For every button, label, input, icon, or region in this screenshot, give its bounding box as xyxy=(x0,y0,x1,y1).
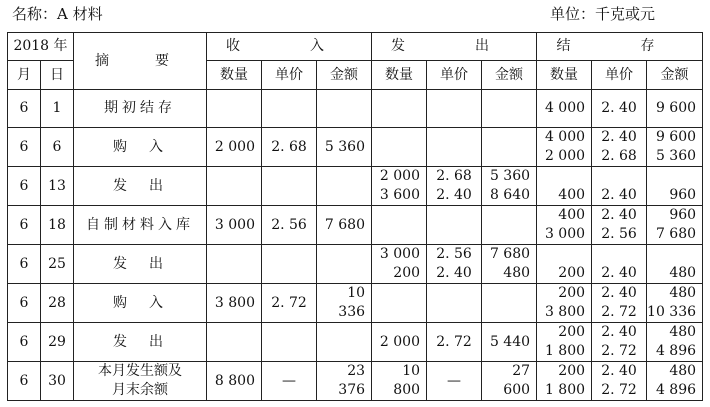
day-cell: 13 xyxy=(41,167,74,206)
receipt-amount-cell: 10 336 xyxy=(317,284,372,323)
issue-price-header: 单价 xyxy=(427,61,482,90)
receipt-amount-cell: 7 680 xyxy=(317,206,372,245)
table-row xyxy=(8,167,703,206)
issue-amount-cell: 5 360 8 640 xyxy=(482,167,537,206)
table-row xyxy=(8,206,703,245)
balance-qty-cell: 200 1 800 xyxy=(537,362,592,401)
issue-qty-cell: 10 800 xyxy=(372,362,427,401)
receipt-qty-cell: 3 800 xyxy=(207,284,262,323)
balance-amount-cell: 480 4 896 xyxy=(647,323,703,362)
issue-amount-cell xyxy=(482,284,537,323)
issue-price-cell xyxy=(427,206,482,245)
receipt-amount-cell xyxy=(317,167,372,206)
balance-price-cell: 2. 40 xyxy=(592,90,647,128)
day-cell: 25 xyxy=(41,245,74,284)
receipt-amount-cell xyxy=(317,245,372,284)
summary-cell: 发 出 xyxy=(74,245,207,284)
issue-amount-cell: 7 680 480 xyxy=(482,245,537,284)
summary-cell: 自制材料入库 xyxy=(74,206,207,245)
balance-header: 结 存 xyxy=(537,33,703,61)
issue-price-cell: 2. 72 xyxy=(427,323,482,362)
receipt-price-cell xyxy=(262,90,317,128)
inventory-ledger-table xyxy=(7,32,703,401)
day-cell: 18 xyxy=(41,206,74,245)
balance-amount-cell: 480 xyxy=(647,245,703,284)
table-row xyxy=(8,284,703,323)
balance-price-cell: 2. 40 xyxy=(592,245,647,284)
balance-price-cell: 2. 40 2. 72 xyxy=(592,323,647,362)
receipt-price-cell xyxy=(262,245,317,284)
receipt-price-cell xyxy=(262,323,317,362)
issue-header: 发 出 xyxy=(372,33,537,61)
receipt-price-cell xyxy=(262,167,317,206)
issue-qty-cell xyxy=(372,284,427,323)
day-cell: 29 xyxy=(41,323,74,362)
month-cell: 6 xyxy=(8,167,41,206)
balance-price-cell: 2. 40 2. 72 xyxy=(592,362,647,401)
month-cell: 6 xyxy=(8,362,41,401)
balance-price-cell: 2. 40 2. 72 xyxy=(592,284,647,323)
table-row xyxy=(8,128,703,167)
receipt-price-cell: 2. 56 xyxy=(262,206,317,245)
balance-price-header: 单价 xyxy=(592,61,647,90)
issue-amount-cell: 27 600 xyxy=(482,362,537,401)
month-header: 月 xyxy=(8,61,41,90)
issue-amount-cell xyxy=(482,128,537,167)
issue-amount-cell xyxy=(482,90,537,128)
balance-qty-cell: 400 xyxy=(537,167,592,206)
balance-qty-cell: 400 3 000 xyxy=(537,206,592,245)
issue-amount-cell xyxy=(482,206,537,245)
receipt-header: 收 入 xyxy=(207,33,372,61)
summary-cell: 发 出 xyxy=(74,167,207,206)
receipt-price-cell: 2. 72 xyxy=(262,284,317,323)
receipt-qty-cell: 2 000 xyxy=(207,128,262,167)
month-cell: 6 xyxy=(8,245,41,284)
receipt-amount-cell: 5 360 xyxy=(317,128,372,167)
month-cell: 6 xyxy=(8,128,41,167)
day-cell: 28 xyxy=(41,284,74,323)
issue-price-cell: 2. 56 2. 40 xyxy=(427,245,482,284)
issue-price-cell xyxy=(427,128,482,167)
receipt-qty-cell xyxy=(207,245,262,284)
issue-amount-header: 金额 xyxy=(482,61,537,90)
summary-cell: 购 入 xyxy=(74,128,207,167)
balance-qty-cell: 200 xyxy=(537,245,592,284)
month-cell: 6 xyxy=(8,323,41,362)
receipt-qty-cell xyxy=(207,323,262,362)
table-row xyxy=(8,323,703,362)
issue-price-cell xyxy=(427,90,482,128)
balance-amount-cell: 960 xyxy=(647,167,703,206)
receipt-qty-cell xyxy=(207,90,262,128)
balance-price-cell: 2. 40 xyxy=(592,167,647,206)
receipt-price-header: 单价 xyxy=(262,61,317,90)
balance-price-cell: 2. 40 2. 56 xyxy=(592,206,647,245)
issue-price-cell: — xyxy=(427,362,482,401)
issue-qty-cell: 2 000 xyxy=(372,323,427,362)
balance-amount-cell: 960 7 680 xyxy=(647,206,703,245)
receipt-qty-header: 数量 xyxy=(207,61,262,90)
balance-amount-cell: 9 600 xyxy=(647,90,703,128)
balance-qty-cell: 4 000 2 000 xyxy=(537,128,592,167)
receipt-price-cell: 2. 68 xyxy=(262,128,317,167)
issue-qty-cell: 2 000 3 600 xyxy=(372,167,427,206)
receipt-amount-cell xyxy=(317,90,372,128)
table-row xyxy=(8,245,703,284)
balance-qty-cell: 4 000 xyxy=(537,90,592,128)
receipt-price-cell: — xyxy=(262,362,317,401)
summary-cell: 期初结存 xyxy=(74,90,207,128)
table-row xyxy=(8,362,703,401)
month-cell: 6 xyxy=(8,90,41,128)
balance-qty-cell: 200 3 800 xyxy=(537,284,592,323)
issue-price-cell: 2. 68 2. 40 xyxy=(427,167,482,206)
issue-qty-cell xyxy=(372,128,427,167)
day-header: 日 xyxy=(41,61,74,90)
month-cell: 6 xyxy=(8,206,41,245)
balance-amount-cell: 9 600 5 360 xyxy=(647,128,703,167)
issue-amount-cell: 5 440 xyxy=(482,323,537,362)
month-cell: 6 xyxy=(8,284,41,323)
issue-qty-cell: 3 000 200 xyxy=(372,245,427,284)
receipt-qty-cell: 3 000 xyxy=(207,206,262,245)
day-cell: 30 xyxy=(41,362,74,401)
issue-price-cell xyxy=(427,284,482,323)
day-cell: 1 xyxy=(41,90,74,128)
balance-qty-header: 数量 xyxy=(537,61,592,90)
issue-qty-cell xyxy=(372,206,427,245)
balance-price-cell: 2. 40 2. 68 xyxy=(592,128,647,167)
summary-cell: 发 出 xyxy=(74,323,207,362)
issue-qty-cell xyxy=(372,90,427,128)
day-cell: 6 xyxy=(41,128,74,167)
balance-amount-cell: 480 10 336 xyxy=(647,284,703,323)
balance-qty-cell: 200 1 800 xyxy=(537,323,592,362)
unit-label: 单位：千克或元 xyxy=(550,5,656,23)
summary-header: 摘 要 xyxy=(74,33,207,90)
balance-amount-header: 金额 xyxy=(647,61,703,90)
summary-cell: 购 入 xyxy=(74,284,207,323)
issue-qty-header: 数量 xyxy=(372,61,427,90)
table-row xyxy=(8,90,703,128)
receipt-qty-cell xyxy=(207,167,262,206)
balance-amount-cell: 480 4 896 xyxy=(647,362,703,401)
receipt-amount-cell: 23 376 xyxy=(317,362,372,401)
material-name-label: 名称：A 材料 xyxy=(12,5,103,23)
summary-cell: 本月发生额及 月末余额 xyxy=(74,362,207,401)
receipt-amount-cell xyxy=(317,323,372,362)
receipt-qty-cell: 8 800 xyxy=(207,362,262,401)
receipt-amount-header: 金额 xyxy=(317,61,372,90)
year-header: 2018 年 xyxy=(8,33,74,61)
